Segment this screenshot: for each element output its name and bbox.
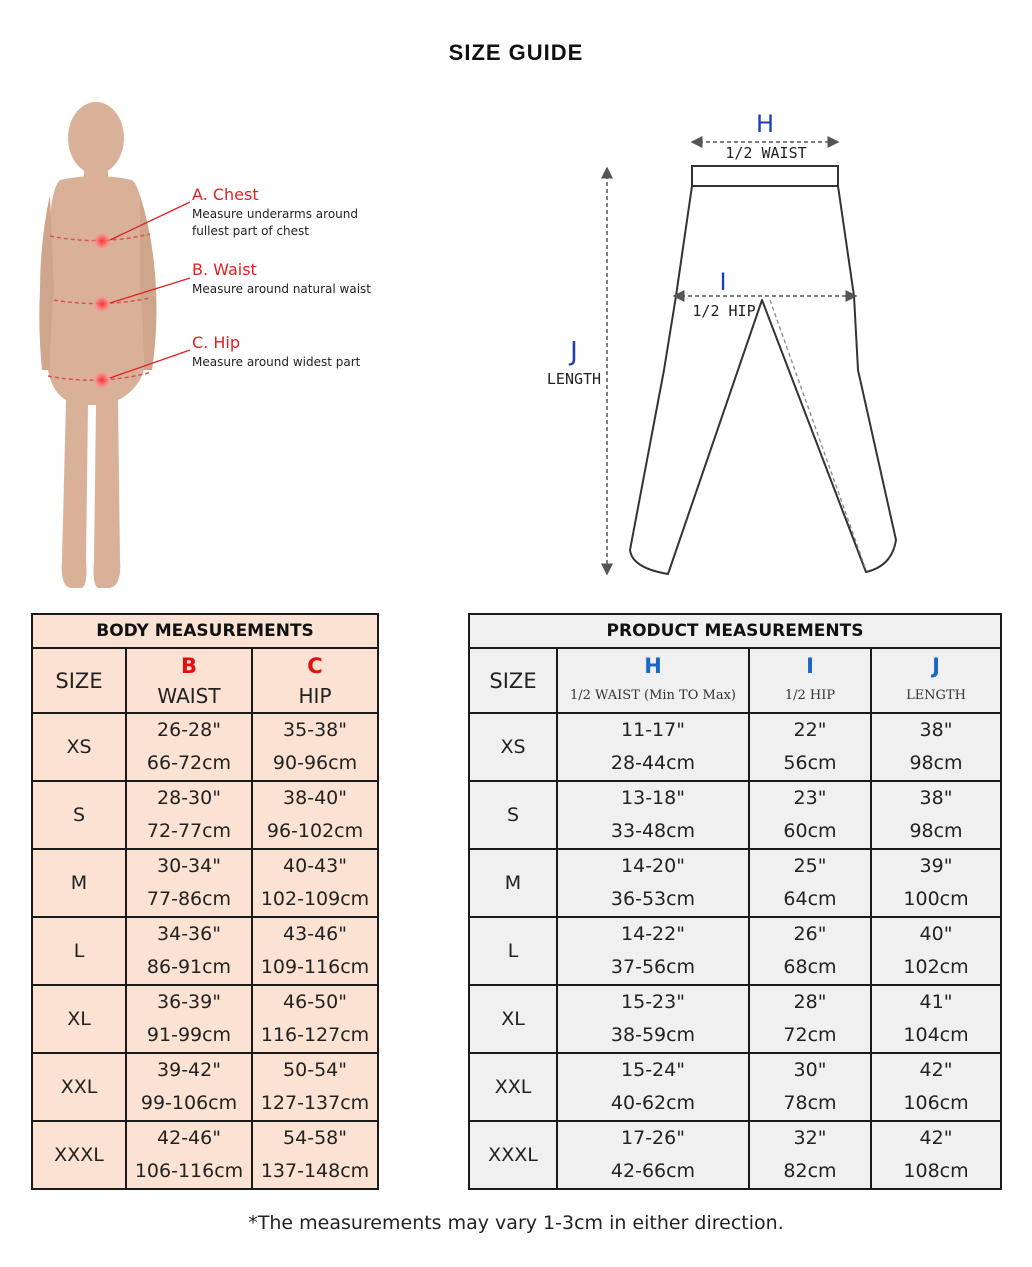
product-hip-value [749, 1053, 871, 1121]
product-hip-value-cm: 68cm [783, 956, 837, 978]
product-length-value-cm: 108cm [903, 1160, 969, 1182]
body-waist-value-inches: 30-34" [157, 855, 221, 877]
body-hip-value-inches: 54-58" [283, 1127, 347, 1149]
product-length-label: LENGTH [906, 687, 966, 703]
body-waist-value [126, 781, 252, 849]
body-waist-value-inches: 39-42" [157, 1059, 221, 1081]
product-hip-value-inches: 32" [793, 1127, 827, 1149]
product-hip-value [749, 985, 871, 1053]
product-waist-value-cm: 42-66cm [610, 1160, 696, 1182]
size-label: L [32, 917, 126, 985]
body-waist-value-cm: 91-99cm [146, 1024, 232, 1046]
body-hip-value-cm: 102-109cm [260, 888, 370, 910]
product-waist-value [557, 1053, 749, 1121]
size-label: XS [32, 713, 126, 781]
i-letter: I [719, 268, 727, 296]
product-hip-value-cm: 64cm [783, 888, 837, 910]
product-hip-value-inches: 26" [793, 923, 827, 945]
product-waist-letter: H [644, 653, 662, 678]
product-waist-value-inches: 17-26" [621, 1127, 685, 1149]
table-row [469, 985, 1001, 1053]
product-waist-value-inches: 14-20" [621, 855, 685, 877]
product-length-value-inches: 40" [919, 923, 953, 945]
h-letter: H [755, 110, 775, 138]
table-row [32, 1121, 378, 1189]
body-hip-value-cm: 96-102cm [266, 820, 364, 842]
body-waist-value-cm: 86-91cm [146, 956, 232, 978]
product-length-value-inches: 38" [919, 787, 953, 809]
table-row [32, 985, 378, 1053]
product-hip-header [749, 648, 871, 713]
body-hip-value [252, 917, 378, 985]
body-waist-value-inches: 26-28" [157, 719, 221, 741]
illustrations [0, 0, 1032, 600]
body-hip-value-cm: 116-127cm [260, 1024, 370, 1046]
size-label: XXXL [469, 1121, 557, 1189]
product-length-header [871, 648, 1001, 713]
product-waist-value-inches: 15-23" [621, 991, 685, 1013]
product-length-value-cm: 104cm [903, 1024, 969, 1046]
size-label: XXL [469, 1053, 557, 1121]
waist-annotation-desc: Measure around natural waist [192, 282, 371, 296]
product-waist-value [557, 985, 749, 1053]
body-size-header: SIZE [32, 648, 126, 713]
size-label: L [469, 917, 557, 985]
body-hip-value [252, 713, 378, 781]
product-hip-value-cm: 72cm [783, 1024, 837, 1046]
product-hip-value-cm: 56cm [783, 752, 837, 774]
body-waist-value-inches: 36-39" [157, 991, 221, 1013]
body-hip-value [252, 985, 378, 1053]
product-hip-value-inches: 25" [793, 855, 827, 877]
body-waist-value [126, 1121, 252, 1189]
product-waist-value-cm: 38-59cm [610, 1024, 696, 1046]
size-label: XL [32, 985, 126, 1053]
product-length-value-cm: 102cm [903, 956, 969, 978]
body-hip-value-inches: 50-54" [283, 1059, 347, 1081]
size-label: S [32, 781, 126, 849]
body-hip-value-inches: 46-50" [283, 991, 347, 1013]
body-waist-value-cm: 66-72cm [146, 752, 232, 774]
table-row [32, 917, 378, 985]
body-waist-header [126, 648, 252, 713]
body-waist-value [126, 917, 252, 985]
table-row [469, 849, 1001, 917]
i-label: 1/2 HIP [692, 302, 756, 320]
body-waist-value [126, 713, 252, 781]
body-waist-value-inches: 34-36" [157, 923, 221, 945]
product-hip-value [749, 1121, 871, 1189]
size-label: S [469, 781, 557, 849]
product-length-value-inches: 39" [919, 855, 953, 877]
body-hip-value [252, 1053, 378, 1121]
body-table-title: BODY MEASUREMENTS [32, 614, 378, 648]
product-hip-value-cm: 78cm [783, 1092, 837, 1114]
product-length-value [871, 849, 1001, 917]
body-hip-value-inches: 43-46" [283, 923, 347, 945]
body-waist-value-inches: 28-30" [157, 787, 221, 809]
table-row [32, 781, 378, 849]
product-hip-value [749, 781, 871, 849]
table-row [469, 1053, 1001, 1121]
body-measurements-table [31, 613, 379, 1190]
body-hip-header [252, 648, 378, 713]
table-row [32, 1053, 378, 1121]
body-waist-value-cm: 77-86cm [146, 888, 232, 910]
product-waist-value-cm: 36-53cm [610, 888, 696, 910]
size-label: XL [469, 985, 557, 1053]
hip-annotation-title: C. Hip [192, 333, 240, 352]
product-length-value [871, 917, 1001, 985]
table-row [469, 1121, 1001, 1189]
body-hip-value [252, 849, 378, 917]
body-hip-value-inches: 38-40" [283, 787, 347, 809]
product-waist-header [557, 648, 749, 713]
product-waist-value-cm: 33-48cm [610, 820, 696, 842]
product-waist-label: 1/2 WAIST (Min TO Max) [570, 687, 736, 703]
body-waist-label: WAIST [157, 683, 221, 708]
product-waist-value-cm: 28-44cm [610, 752, 696, 774]
product-waist-value-inches: 11-17" [621, 719, 685, 741]
hip-annotation-desc: Measure around widest part [192, 355, 361, 369]
table-row [32, 849, 378, 917]
pants-diagram [630, 166, 896, 574]
product-waist-value [557, 1121, 749, 1189]
product-length-value-cm: 98cm [909, 820, 963, 842]
body-waist-value [126, 849, 252, 917]
product-length-value [871, 781, 1001, 849]
product-length-value-cm: 106cm [903, 1092, 969, 1114]
product-waist-value-inches: 14-22" [621, 923, 685, 945]
product-hip-value-inches: 22" [793, 719, 827, 741]
body-waist-value-inches: 42-46" [157, 1127, 221, 1149]
size-label: XXL [32, 1053, 126, 1121]
chest-annotation-title: A. Chest [192, 185, 259, 204]
table-row [32, 713, 378, 781]
waist-annotation-title: B. Waist [192, 260, 257, 279]
product-length-value [871, 713, 1001, 781]
product-waist-value [557, 713, 749, 781]
product-hip-value-cm: 82cm [783, 1160, 837, 1182]
product-waist-value [557, 917, 749, 985]
product-hip-label: 1/2 HIP [784, 687, 836, 703]
body-hip-value-cm: 127-137cm [260, 1092, 370, 1114]
size-label: M [32, 849, 126, 917]
product-waist-value-inches: 13-18" [621, 787, 685, 809]
footnote: *The measurements may vary 1-3cm in either direction. [248, 1212, 784, 1234]
product-length-value-inches: 42" [919, 1127, 953, 1149]
product-waist-value-inches: 15-24" [621, 1059, 685, 1081]
body-hip-letter: C [307, 653, 323, 678]
body-hip-value-cm: 109-116cm [260, 956, 370, 978]
body-hip-value-cm: 90-96cm [272, 752, 358, 774]
body-waist-value-cm: 72-77cm [146, 820, 232, 842]
body-hip-value-inches: 40-43" [283, 855, 347, 877]
product-waist-value [557, 781, 749, 849]
product-length-value-inches: 42" [919, 1059, 953, 1081]
table-row [469, 781, 1001, 849]
product-waist-value-cm: 40-62cm [610, 1092, 696, 1114]
body-hip-value [252, 781, 378, 849]
j-letter: J [570, 337, 578, 367]
product-length-value [871, 1053, 1001, 1121]
product-length-value-cm: 100cm [903, 888, 969, 910]
product-hip-value-inches: 30" [793, 1059, 827, 1081]
product-hip-value [749, 849, 871, 917]
table-row [469, 713, 1001, 781]
product-length-value-inches: 41" [919, 991, 953, 1013]
product-hip-value [749, 917, 871, 985]
product-waist-value-cm: 37-56cm [610, 956, 696, 978]
chest-annotation-desc-1: Measure underarms around [192, 207, 358, 221]
page-title: SIZE GUIDE [448, 40, 584, 65]
product-hip-value [749, 713, 871, 781]
size-label: XXXL [32, 1121, 126, 1189]
chest-annotation-desc-2: fullest part of chest [192, 224, 309, 238]
product-hip-value-inches: 28" [793, 991, 827, 1013]
body-waist-value [126, 985, 252, 1053]
product-length-letter: J [932, 653, 940, 678]
product-size-header: SIZE [469, 648, 557, 713]
product-length-value-cm: 98cm [909, 752, 963, 774]
h-label: 1/2 WAIST [725, 144, 807, 162]
size-label: XS [469, 713, 557, 781]
product-table-title: PRODUCT MEASUREMENTS [469, 614, 1001, 648]
product-hip-letter: I [806, 653, 814, 678]
body-hip-value-inches: 35-38" [283, 719, 347, 741]
product-waist-value [557, 849, 749, 917]
product-measurements-table [468, 613, 1002, 1190]
product-hip-value-cm: 60cm [783, 820, 837, 842]
product-hip-value-inches: 23" [793, 787, 827, 809]
product-length-value [871, 985, 1001, 1053]
size-label: M [469, 849, 557, 917]
body-waist-value-cm: 106-116cm [134, 1160, 244, 1182]
product-length-value [871, 1121, 1001, 1189]
body-hip-value-cm: 137-148cm [260, 1160, 370, 1182]
table-row [469, 917, 1001, 985]
j-label: LENGTH [546, 370, 602, 388]
product-length-value-inches: 38" [919, 719, 953, 741]
body-waist-letter: B [180, 653, 197, 678]
body-silhouette [39, 102, 156, 588]
body-waist-value-cm: 99-106cm [140, 1092, 238, 1114]
body-hip-label: HIP [298, 683, 332, 708]
body-waist-value [126, 1053, 252, 1121]
body-hip-value [252, 1121, 378, 1189]
